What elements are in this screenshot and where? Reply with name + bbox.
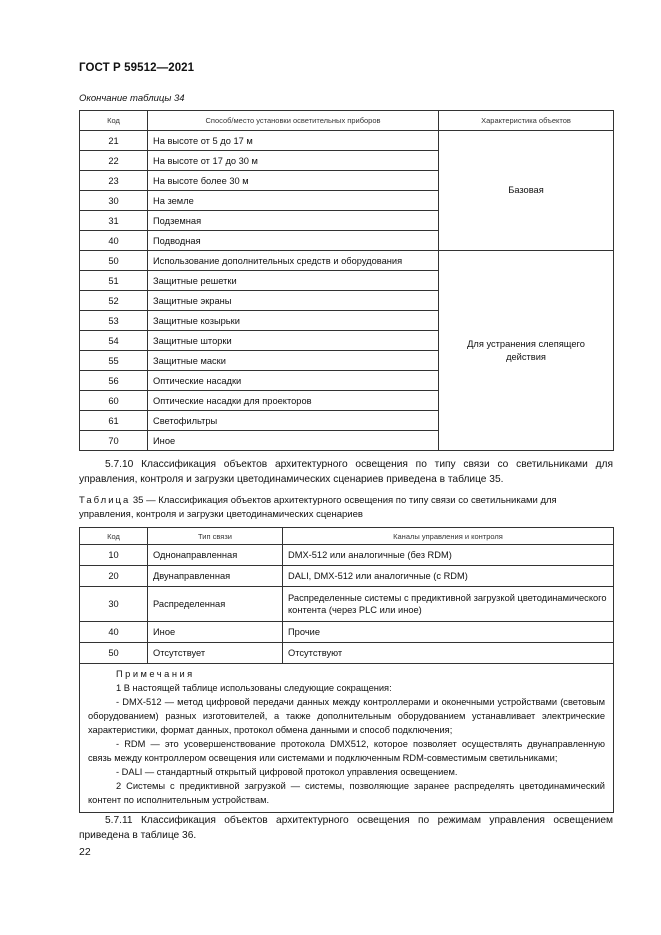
code-cell: 54 bbox=[80, 331, 148, 351]
desc-cell: Подземная bbox=[148, 211, 439, 231]
code-cell: 40 bbox=[80, 231, 148, 251]
note-item: - RDM — это усовершенствование протокола DMX512, которое позволяет осуществлять двунаправленную связь между контроллером освещения или системами и подключенным RDM-совместимым светильниками; bbox=[88, 739, 605, 763]
desc-cell: Защитные шторки bbox=[148, 331, 439, 351]
desc-cell: Оптические насадки для проекторов bbox=[148, 391, 439, 411]
type-cell: Двунаправленная bbox=[148, 566, 283, 587]
code-cell: 10 bbox=[80, 545, 148, 566]
desc-cell: Защитные экраны bbox=[148, 291, 439, 311]
code-cell: 50 bbox=[80, 251, 148, 271]
desc-cell: Защитные козырьки bbox=[148, 311, 439, 331]
desc-cell: Использование дополнительных средств и оборудования bbox=[148, 251, 439, 271]
type-cell: Однонаправленная bbox=[148, 545, 283, 566]
type-cell: Отсутствует bbox=[148, 643, 283, 664]
code-cell: 55 bbox=[80, 351, 148, 371]
paragraph-text: 5.7.11 Классификация объектов архитектурного освещения по режимам управления освещением приведена в таблице 36. bbox=[79, 815, 613, 841]
paragraph-5-7-10 bbox=[79, 458, 613, 487]
code-cell: 61 bbox=[80, 411, 148, 431]
code-cell: 70 bbox=[80, 431, 148, 451]
desc-cell: Светофильтры bbox=[148, 411, 439, 431]
channels-cell: Распределенные системы с предиктивной загрузкой цветодинамического контента (через PLC или иное) bbox=[283, 587, 614, 622]
code-cell: 53 bbox=[80, 311, 148, 331]
code-cell: 60 bbox=[80, 391, 148, 411]
channels-cell: Прочие bbox=[283, 622, 614, 643]
note-item: 2 Системы с предиктивной загрузкой — системы, позволяющие заранее распределять цветодинамический контент по исполнительным устройствам. bbox=[88, 781, 605, 805]
table-row bbox=[80, 566, 614, 587]
code-cell: 23 bbox=[80, 171, 148, 191]
table35-caption-text: 35 — Классификация объектов архитектурного освещения по типу связи со светильниками для управления, контроля и загрузки цветодинамических сценариев bbox=[79, 495, 557, 520]
code-cell: 30 bbox=[80, 191, 148, 211]
paragraph-5-7-11 bbox=[79, 814, 613, 843]
table-row bbox=[80, 587, 614, 622]
table34-header-characteristic: Характеристика объектов bbox=[439, 111, 614, 131]
channels-cell: DMX-512 или аналогичные (без RDM) bbox=[283, 545, 614, 566]
table-row bbox=[80, 643, 614, 664]
paragraph-text: 5.7.10 Классификация объектов архитектурного освещения по типу связи со светильниками для управления, контроля и загрузки цветодинамических сценариев приведена в таблице 35. bbox=[79, 459, 613, 485]
desc-cell: Подводная bbox=[148, 231, 439, 251]
characteristic-cell bbox=[439, 251, 614, 451]
table35-caption bbox=[79, 494, 613, 521]
desc-cell: Защитные маски bbox=[148, 351, 439, 371]
desc-cell: На высоте от 5 до 17 м bbox=[148, 131, 439, 151]
table-row bbox=[80, 251, 614, 271]
code-cell: 30 bbox=[80, 587, 148, 622]
table35-header-code: Код bbox=[80, 528, 148, 545]
table35 bbox=[79, 527, 614, 813]
table35-header-type: Тип связи bbox=[148, 528, 283, 545]
code-cell: 22 bbox=[80, 151, 148, 171]
code-cell: 52 bbox=[80, 291, 148, 311]
table-row bbox=[80, 545, 614, 566]
document-header: ГОСТ Р 59512—2021 bbox=[79, 62, 195, 74]
table34-caption: Окончание таблицы 34 bbox=[79, 93, 185, 104]
table34-header-method: Способ/место установки осветительных приборов bbox=[148, 111, 439, 131]
table-row bbox=[80, 622, 614, 643]
page-number: 22 bbox=[79, 846, 91, 858]
table35-notes bbox=[80, 664, 614, 813]
code-cell: 50 bbox=[80, 643, 148, 664]
desc-cell: Иное bbox=[148, 431, 439, 451]
notes-title: Примечания bbox=[116, 669, 195, 679]
table-row bbox=[80, 131, 614, 151]
desc-cell: Защитные решетки bbox=[148, 271, 439, 291]
channels-cell: Отсутствуют bbox=[283, 643, 614, 664]
note-item: 1 В настоящей таблице использованы следующие сокращения: bbox=[116, 683, 392, 693]
code-cell: 20 bbox=[80, 566, 148, 587]
characteristic-text: Для устранения слепящего действия bbox=[467, 338, 585, 362]
desc-cell: На высоте от 17 до 30 м bbox=[148, 151, 439, 171]
desc-cell: На земле bbox=[148, 191, 439, 211]
table34-header-code: Код bbox=[80, 111, 148, 131]
note-item: - DMX-512 — метод цифровой передачи данных между контроллерами и оконечными устройствами (световым оборудованием) разных изготовителей, а также дополнительным оборудованием устанавливает электрические характеристики, формат данных, протокол обмена данными и способ подключения; bbox=[88, 697, 605, 735]
table35-caption-label: Таблица bbox=[79, 495, 131, 506]
code-cell: 21 bbox=[80, 131, 148, 151]
code-cell: 31 bbox=[80, 211, 148, 231]
code-cell: 51 bbox=[80, 271, 148, 291]
type-cell: Распределенная bbox=[148, 587, 283, 622]
channels-cell: DALI, DMX-512 или аналогичные (с RDM) bbox=[283, 566, 614, 587]
desc-cell: На высоте более 30 м bbox=[148, 171, 439, 191]
type-cell: Иное bbox=[148, 622, 283, 643]
table34 bbox=[79, 110, 614, 451]
code-cell: 40 bbox=[80, 622, 148, 643]
note-item: - DALI — стандартный открытый цифровой протокол управления освещением. bbox=[116, 767, 458, 777]
characteristic-cell: Базовая bbox=[439, 131, 614, 251]
table35-header-channels: Каналы управления и контроля bbox=[283, 528, 614, 545]
desc-cell: Оптические насадки bbox=[148, 371, 439, 391]
code-cell: 56 bbox=[80, 371, 148, 391]
